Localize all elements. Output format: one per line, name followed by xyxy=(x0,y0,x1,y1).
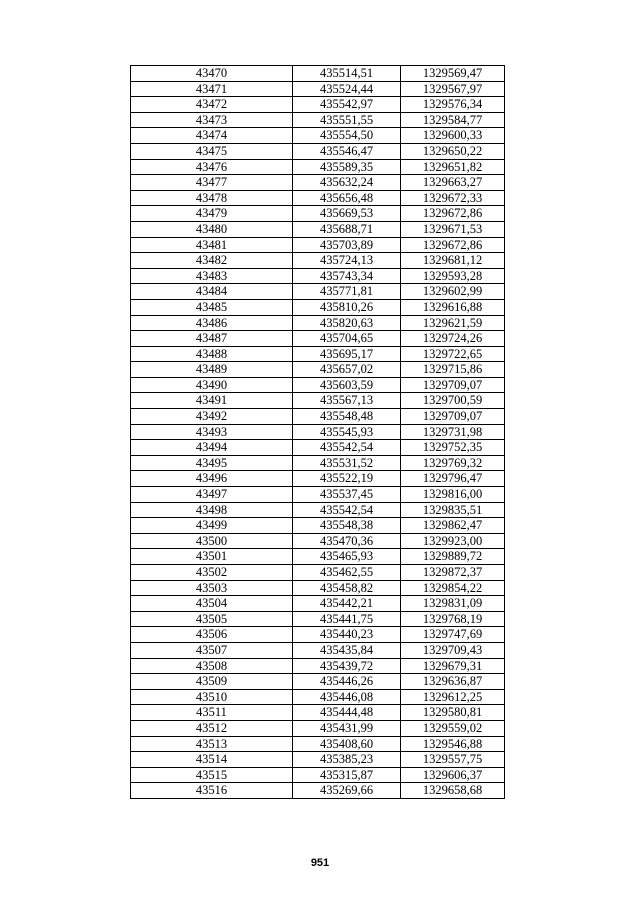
y-coordinate-cell: 1329731,98 xyxy=(401,424,505,440)
table-row xyxy=(131,549,505,565)
table-row xyxy=(131,143,505,159)
x-coordinate-cell: 435554,50 xyxy=(293,128,401,144)
y-coordinate-cell: 1329672,33 xyxy=(401,190,505,206)
point-number-cell: 43479 xyxy=(131,206,293,222)
point-number-cell: 43475 xyxy=(131,143,293,159)
y-coordinate-cell: 1329636,87 xyxy=(401,674,505,690)
x-coordinate-cell: 435703,89 xyxy=(293,237,401,253)
table-row xyxy=(131,221,505,237)
table-row xyxy=(131,81,505,97)
x-coordinate-cell: 435657,02 xyxy=(293,362,401,378)
table-row xyxy=(131,206,505,222)
table-row xyxy=(131,393,505,409)
point-number-cell: 43483 xyxy=(131,268,293,284)
x-coordinate-cell: 435810,26 xyxy=(293,299,401,315)
point-number-cell: 43510 xyxy=(131,689,293,705)
table-row xyxy=(131,752,505,768)
x-coordinate-cell: 435440,23 xyxy=(293,627,401,643)
point-number-cell: 43481 xyxy=(131,237,293,253)
x-coordinate-cell: 435704,65 xyxy=(293,331,401,347)
y-coordinate-cell: 1329679,31 xyxy=(401,658,505,674)
y-coordinate-cell: 1329872,37 xyxy=(401,565,505,581)
y-coordinate-cell: 1329546,88 xyxy=(401,736,505,752)
table-row xyxy=(131,284,505,300)
y-coordinate-cell: 1329768,19 xyxy=(401,611,505,627)
table-row xyxy=(131,112,505,128)
point-number-cell: 43504 xyxy=(131,596,293,612)
table-row xyxy=(131,736,505,752)
x-coordinate-cell: 435465,93 xyxy=(293,549,401,565)
point-number-cell: 43486 xyxy=(131,315,293,331)
x-coordinate-cell: 435444,48 xyxy=(293,705,401,721)
x-coordinate-cell: 435431,99 xyxy=(293,720,401,736)
y-coordinate-cell: 1329831,09 xyxy=(401,596,505,612)
table-row xyxy=(131,502,505,518)
x-coordinate-cell: 435548,38 xyxy=(293,518,401,534)
point-number-cell: 43474 xyxy=(131,128,293,144)
table-row xyxy=(131,331,505,347)
table-row xyxy=(131,159,505,175)
y-coordinate-cell: 1329663,27 xyxy=(401,175,505,191)
table-row xyxy=(131,128,505,144)
x-coordinate-cell: 435669,53 xyxy=(293,206,401,222)
table-row xyxy=(131,253,505,269)
x-coordinate-cell: 435446,08 xyxy=(293,689,401,705)
y-coordinate-cell: 1329584,77 xyxy=(401,112,505,128)
y-coordinate-cell: 1329747,69 xyxy=(401,627,505,643)
y-coordinate-cell: 1329709,07 xyxy=(401,409,505,425)
y-coordinate-cell: 1329724,26 xyxy=(401,331,505,347)
table-row xyxy=(131,268,505,284)
point-number-cell: 43471 xyxy=(131,81,293,97)
point-number-cell: 43480 xyxy=(131,221,293,237)
point-number-cell: 43498 xyxy=(131,502,293,518)
x-coordinate-cell: 435542,54 xyxy=(293,440,401,456)
y-coordinate-cell: 1329709,07 xyxy=(401,377,505,393)
x-coordinate-cell: 435408,60 xyxy=(293,736,401,752)
point-number-cell: 43506 xyxy=(131,627,293,643)
table-row xyxy=(131,705,505,721)
x-coordinate-cell: 435820,63 xyxy=(293,315,401,331)
point-number-cell: 43477 xyxy=(131,175,293,191)
table-row xyxy=(131,689,505,705)
point-number-cell: 43484 xyxy=(131,284,293,300)
table-row xyxy=(131,580,505,596)
y-coordinate-cell: 1329796,47 xyxy=(401,471,505,487)
point-number-cell: 43488 xyxy=(131,346,293,362)
x-coordinate-cell: 435542,97 xyxy=(293,97,401,113)
point-number-cell: 43512 xyxy=(131,720,293,736)
y-coordinate-cell: 1329602,99 xyxy=(401,284,505,300)
y-coordinate-cell: 1329889,72 xyxy=(401,549,505,565)
x-coordinate-cell: 435269,66 xyxy=(293,783,401,799)
point-number-cell: 43514 xyxy=(131,752,293,768)
x-coordinate-cell: 435315,87 xyxy=(293,767,401,783)
x-coordinate-cell: 435546,47 xyxy=(293,143,401,159)
y-coordinate-cell: 1329862,47 xyxy=(401,518,505,534)
page-number: 951 xyxy=(310,857,330,869)
x-coordinate-cell: 435771,81 xyxy=(293,284,401,300)
point-number-cell: 43503 xyxy=(131,580,293,596)
y-coordinate-cell: 1329569,47 xyxy=(401,66,505,82)
table-row xyxy=(131,533,505,549)
point-number-cell: 43489 xyxy=(131,362,293,378)
point-number-cell: 43509 xyxy=(131,674,293,690)
point-number-cell: 43500 xyxy=(131,533,293,549)
point-number-cell: 43513 xyxy=(131,736,293,752)
table-row xyxy=(131,518,505,534)
y-coordinate-cell: 1329681,12 xyxy=(401,253,505,269)
y-coordinate-cell: 1329650,22 xyxy=(401,143,505,159)
y-coordinate-cell: 1329593,28 xyxy=(401,268,505,284)
point-number-cell: 43507 xyxy=(131,642,293,658)
x-coordinate-cell: 435441,75 xyxy=(293,611,401,627)
point-number-cell: 43505 xyxy=(131,611,293,627)
point-number-cell: 43495 xyxy=(131,455,293,471)
y-coordinate-cell: 1329616,88 xyxy=(401,299,505,315)
table-row xyxy=(131,674,505,690)
x-coordinate-cell: 435688,71 xyxy=(293,221,401,237)
coordinates-table-body xyxy=(131,66,505,799)
point-number-cell: 43496 xyxy=(131,471,293,487)
y-coordinate-cell: 1329709,43 xyxy=(401,642,505,658)
y-coordinate-cell: 1329651,82 xyxy=(401,159,505,175)
x-coordinate-cell: 435442,21 xyxy=(293,596,401,612)
table-row xyxy=(131,720,505,736)
x-coordinate-cell: 435531,52 xyxy=(293,455,401,471)
point-number-cell: 43491 xyxy=(131,393,293,409)
point-number-cell: 43490 xyxy=(131,377,293,393)
y-coordinate-cell: 1329769,32 xyxy=(401,455,505,471)
y-coordinate-cell: 1329658,68 xyxy=(401,783,505,799)
x-coordinate-cell: 435589,35 xyxy=(293,159,401,175)
x-coordinate-cell: 435542,54 xyxy=(293,502,401,518)
point-number-cell: 43497 xyxy=(131,487,293,503)
table-row xyxy=(131,315,505,331)
table-row xyxy=(131,190,505,206)
y-coordinate-cell: 1329559,02 xyxy=(401,720,505,736)
x-coordinate-cell: 435462,55 xyxy=(293,565,401,581)
table-row xyxy=(131,642,505,658)
y-coordinate-cell: 1329621,59 xyxy=(401,315,505,331)
table-row xyxy=(131,783,505,799)
x-coordinate-cell: 435548,48 xyxy=(293,409,401,425)
table-row xyxy=(131,627,505,643)
y-coordinate-cell: 1329612,25 xyxy=(401,689,505,705)
x-coordinate-cell: 435458,82 xyxy=(293,580,401,596)
y-coordinate-cell: 1329600,33 xyxy=(401,128,505,144)
table-row xyxy=(131,596,505,612)
table-row xyxy=(131,362,505,378)
x-coordinate-cell: 435435,84 xyxy=(293,642,401,658)
table-row xyxy=(131,409,505,425)
point-number-cell: 43493 xyxy=(131,424,293,440)
x-coordinate-cell: 435603,59 xyxy=(293,377,401,393)
x-coordinate-cell: 435632,24 xyxy=(293,175,401,191)
x-coordinate-cell: 435439,72 xyxy=(293,658,401,674)
point-number-cell: 43502 xyxy=(131,565,293,581)
table-row xyxy=(131,424,505,440)
table-row xyxy=(131,767,505,783)
x-coordinate-cell: 435567,13 xyxy=(293,393,401,409)
point-number-cell: 43516 xyxy=(131,783,293,799)
point-number-cell: 43472 xyxy=(131,97,293,113)
x-coordinate-cell: 435551,55 xyxy=(293,112,401,128)
coordinates-table xyxy=(130,65,505,799)
x-coordinate-cell: 435514,51 xyxy=(293,66,401,82)
y-coordinate-cell: 1329576,34 xyxy=(401,97,505,113)
point-number-cell: 43485 xyxy=(131,299,293,315)
table-row xyxy=(131,175,505,191)
table-row xyxy=(131,565,505,581)
y-coordinate-cell: 1329923,00 xyxy=(401,533,505,549)
point-number-cell: 43476 xyxy=(131,159,293,175)
y-coordinate-cell: 1329854,22 xyxy=(401,580,505,596)
y-coordinate-cell: 1329722,65 xyxy=(401,346,505,362)
y-coordinate-cell: 1329580,81 xyxy=(401,705,505,721)
x-coordinate-cell: 435385,23 xyxy=(293,752,401,768)
table-row xyxy=(131,455,505,471)
table-row xyxy=(131,487,505,503)
point-number-cell: 43515 xyxy=(131,767,293,783)
table-row xyxy=(131,658,505,674)
x-coordinate-cell: 435695,17 xyxy=(293,346,401,362)
x-coordinate-cell: 435470,36 xyxy=(293,533,401,549)
table-row xyxy=(131,611,505,627)
table-row xyxy=(131,97,505,113)
point-number-cell: 43487 xyxy=(131,331,293,347)
point-number-cell: 43470 xyxy=(131,66,293,82)
y-coordinate-cell: 1329752,35 xyxy=(401,440,505,456)
x-coordinate-cell: 435724,13 xyxy=(293,253,401,269)
x-coordinate-cell: 435446,26 xyxy=(293,674,401,690)
x-coordinate-cell: 435537,45 xyxy=(293,487,401,503)
y-coordinate-cell: 1329700,59 xyxy=(401,393,505,409)
y-coordinate-cell: 1329671,53 xyxy=(401,221,505,237)
point-number-cell: 43482 xyxy=(131,253,293,269)
x-coordinate-cell: 435656,48 xyxy=(293,190,401,206)
point-number-cell: 43478 xyxy=(131,190,293,206)
table-row xyxy=(131,66,505,82)
y-coordinate-cell: 1329567,97 xyxy=(401,81,505,97)
point-number-cell: 43492 xyxy=(131,409,293,425)
y-coordinate-cell: 1329672,86 xyxy=(401,206,505,222)
point-number-cell: 43494 xyxy=(131,440,293,456)
y-coordinate-cell: 1329816,00 xyxy=(401,487,505,503)
x-coordinate-cell: 435743,34 xyxy=(293,268,401,284)
table-row xyxy=(131,346,505,362)
table-row xyxy=(131,440,505,456)
y-coordinate-cell: 1329672,86 xyxy=(401,237,505,253)
x-coordinate-cell: 435545,93 xyxy=(293,424,401,440)
point-number-cell: 43508 xyxy=(131,658,293,674)
y-coordinate-cell: 1329835,51 xyxy=(401,502,505,518)
point-number-cell: 43511 xyxy=(131,705,293,721)
point-number-cell: 43473 xyxy=(131,112,293,128)
x-coordinate-cell: 435524,44 xyxy=(293,81,401,97)
table-row xyxy=(131,377,505,393)
x-coordinate-cell: 435522,19 xyxy=(293,471,401,487)
table-row xyxy=(131,471,505,487)
point-number-cell: 43501 xyxy=(131,549,293,565)
y-coordinate-cell: 1329715,86 xyxy=(401,362,505,378)
y-coordinate-cell: 1329606,37 xyxy=(401,767,505,783)
point-number-cell: 43499 xyxy=(131,518,293,534)
table-row xyxy=(131,299,505,315)
y-coordinate-cell: 1329557,75 xyxy=(401,752,505,768)
table-row xyxy=(131,237,505,253)
